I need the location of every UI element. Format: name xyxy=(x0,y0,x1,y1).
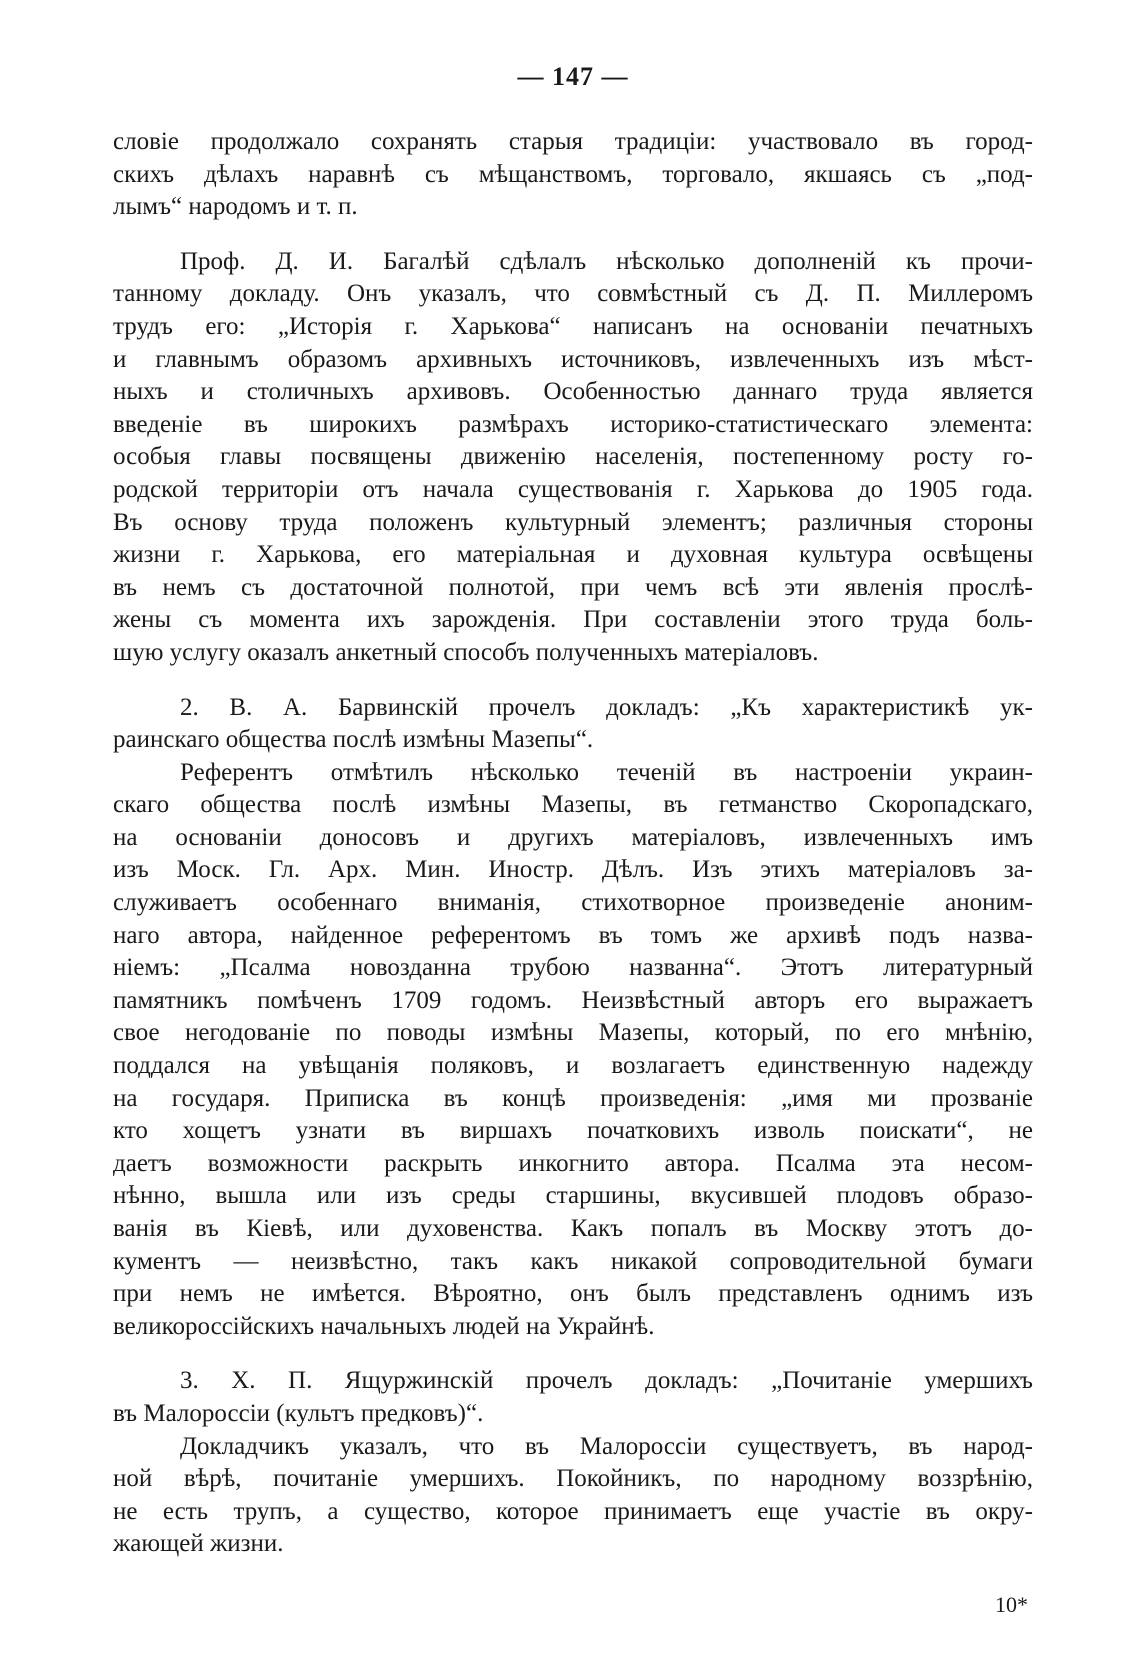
text-line: ніемъ: „Псалма новозданна трубою названна“. Этотъ литературный xyxy=(113,954,1033,982)
text-line: 3. Х. П. Ящуржинскій прочелъ докладъ: „Почитаніе умершихъ xyxy=(180,1367,1033,1395)
text-line: особыя главы посвящены движенію населенія, постепенному росту го- xyxy=(113,443,1033,471)
text-line: на государя. Приписка въ концѣ произведенія: „имя ми прозваніе xyxy=(113,1084,1033,1112)
text-line: ванія въ Кіевѣ, или духовенства. Какъ попалъ въ Москву этотъ до- xyxy=(113,1215,1033,1242)
paragraph xyxy=(113,757,1033,1344)
paragraph xyxy=(113,692,1033,757)
body-text xyxy=(113,126,1033,1561)
text-line: даетъ возможности раскрыть инкогнито автора. Псалма эта несом- xyxy=(113,1149,1033,1177)
text-line: скаго общества послѣ измѣны Мазепы, въ гетманство Скоропадскаго, xyxy=(113,791,1033,819)
text-line: нѣнно, вышла или изъ среды старшины, вкусившей плодовъ образо- xyxy=(113,1182,1033,1210)
text-line: Въ основу труда положенъ культурный элементъ; различныя стороны xyxy=(113,508,1033,536)
text-line: словіе продолжало сохранять старыя традиціи: участвовало въ город- xyxy=(113,128,1033,155)
paragraph-gap xyxy=(113,224,1033,246)
text-line: 2. В. А. Барвинскій прочелъ докладъ: „Къ характеристикѣ ук- xyxy=(180,693,1033,721)
paragraph-gap xyxy=(113,1343,1033,1365)
paragraph xyxy=(113,1431,1033,1561)
text-line: Докладчикъ указалъ, что въ Малороссіи существуетъ, въ народ- xyxy=(180,1432,1033,1460)
text-line: введеніе въ широкихъ размѣрахъ историко-статистическаго элемента: xyxy=(113,410,1033,438)
text-line: ныхъ и столичныхъ архивовъ. Особенностью даннаго труда является xyxy=(113,378,1033,406)
text-line: великороссійскихъ начальныхъ людей на Украйнѣ. xyxy=(113,1312,655,1340)
text-line: танному докладу. Онъ указалъ, что совмѣстный съ Д. П. Миллеромъ xyxy=(113,280,1033,308)
text-line: памятникъ помѣченъ 1709 годомъ. Неизвѣстный авторъ его выражаетъ xyxy=(113,986,1033,1014)
text-line: и главнымъ образомъ архивныхъ источниковъ, извлеченныхъ изъ мѣст- xyxy=(113,345,1033,373)
text-line: свое негодованіе по поводы измѣны Мазепы, который, по его мнѣнію, xyxy=(113,1019,1033,1047)
text-line: ной вѣрѣ, почитаніе умершихъ. Покойникъ, по народному воззрѣнію, xyxy=(113,1465,1033,1493)
text-line: Проф. Д. И. Багалѣй сдѣлалъ нѣсколько дополненій къ прочи- xyxy=(180,247,1033,275)
text-line: поддался на увѣщанія поляковъ, и возлагаетъ единственную надежду xyxy=(113,1052,1033,1080)
text-line: кто хощетъ узнати въ виршахъ початковихъ изволь поискати“, не xyxy=(113,1117,1033,1145)
text-line: шую услугу оказалъ анкетный способъ полученныхъ матеріаловъ. xyxy=(113,638,819,666)
text-line: служиваетъ особеннаго вниманія, стихотворное произведеніе аноним- xyxy=(113,889,1033,917)
text-line: жены съ момента ихъ зарожденія. При составленіи этого труда боль- xyxy=(113,606,1033,634)
text-line: въ немъ съ достаточной полнотой, при чемъ всѣ эти явленія прослѣ- xyxy=(113,573,1033,601)
text-line: на основаніи доносовъ и другихъ матеріаловъ, извлеченныхъ имъ xyxy=(113,823,1033,851)
text-line: родской территоріи отъ начала существованія г. Харькова до 1905 года. xyxy=(113,475,1033,503)
text-line: кументъ — неизвѣстно, такъ какъ никакой сопроводительной бумаги xyxy=(113,1247,1033,1275)
paragraph xyxy=(113,126,1033,224)
text-line: Референтъ отмѣтилъ нѣсколько теченій въ настроеніи украин- xyxy=(180,758,1033,786)
paragraph-gap xyxy=(113,670,1033,692)
paragraph xyxy=(113,246,1033,670)
text-line: жающей жизни. xyxy=(113,1530,284,1558)
text-line: въ Малороссіи (культъ предковъ)“. xyxy=(113,1399,484,1427)
signature-mark: 10* xyxy=(995,1592,1028,1617)
text-line: наго автора, найденное референтомъ въ томъ же архивѣ подъ назва- xyxy=(113,921,1033,949)
text-line: жизни г. Харькова, его матеріальная и духовная культура освѣщены xyxy=(113,541,1033,569)
text-line: раинскаго общества послѣ измѣны Мазепы“. xyxy=(113,726,594,754)
text-line: лымъ“ народомъ и т. п. xyxy=(113,193,358,221)
page-number: — 147 — xyxy=(517,62,629,91)
text-line: при немъ не имѣется. Вѣроятно, онъ былъ представленъ однимъ изъ xyxy=(113,1280,1033,1308)
text-line: не есть трупъ, а существо, которое принимаетъ еще участіе въ окру- xyxy=(113,1497,1033,1525)
text-line: скихъ дѣлахъ наравнѣ съ мѣщанствомъ, торговало, якшаясь съ „под- xyxy=(113,160,1033,188)
text-line: трудъ его: „Исторія г. Харькова“ написанъ на основаніи печатныхъ xyxy=(113,312,1033,340)
text-line: изъ Моск. Гл. Арх. Мин. Иностр. Дѣлъ. Изъ этихъ матеріаловъ за- xyxy=(113,856,1033,884)
paragraph xyxy=(113,1365,1033,1430)
